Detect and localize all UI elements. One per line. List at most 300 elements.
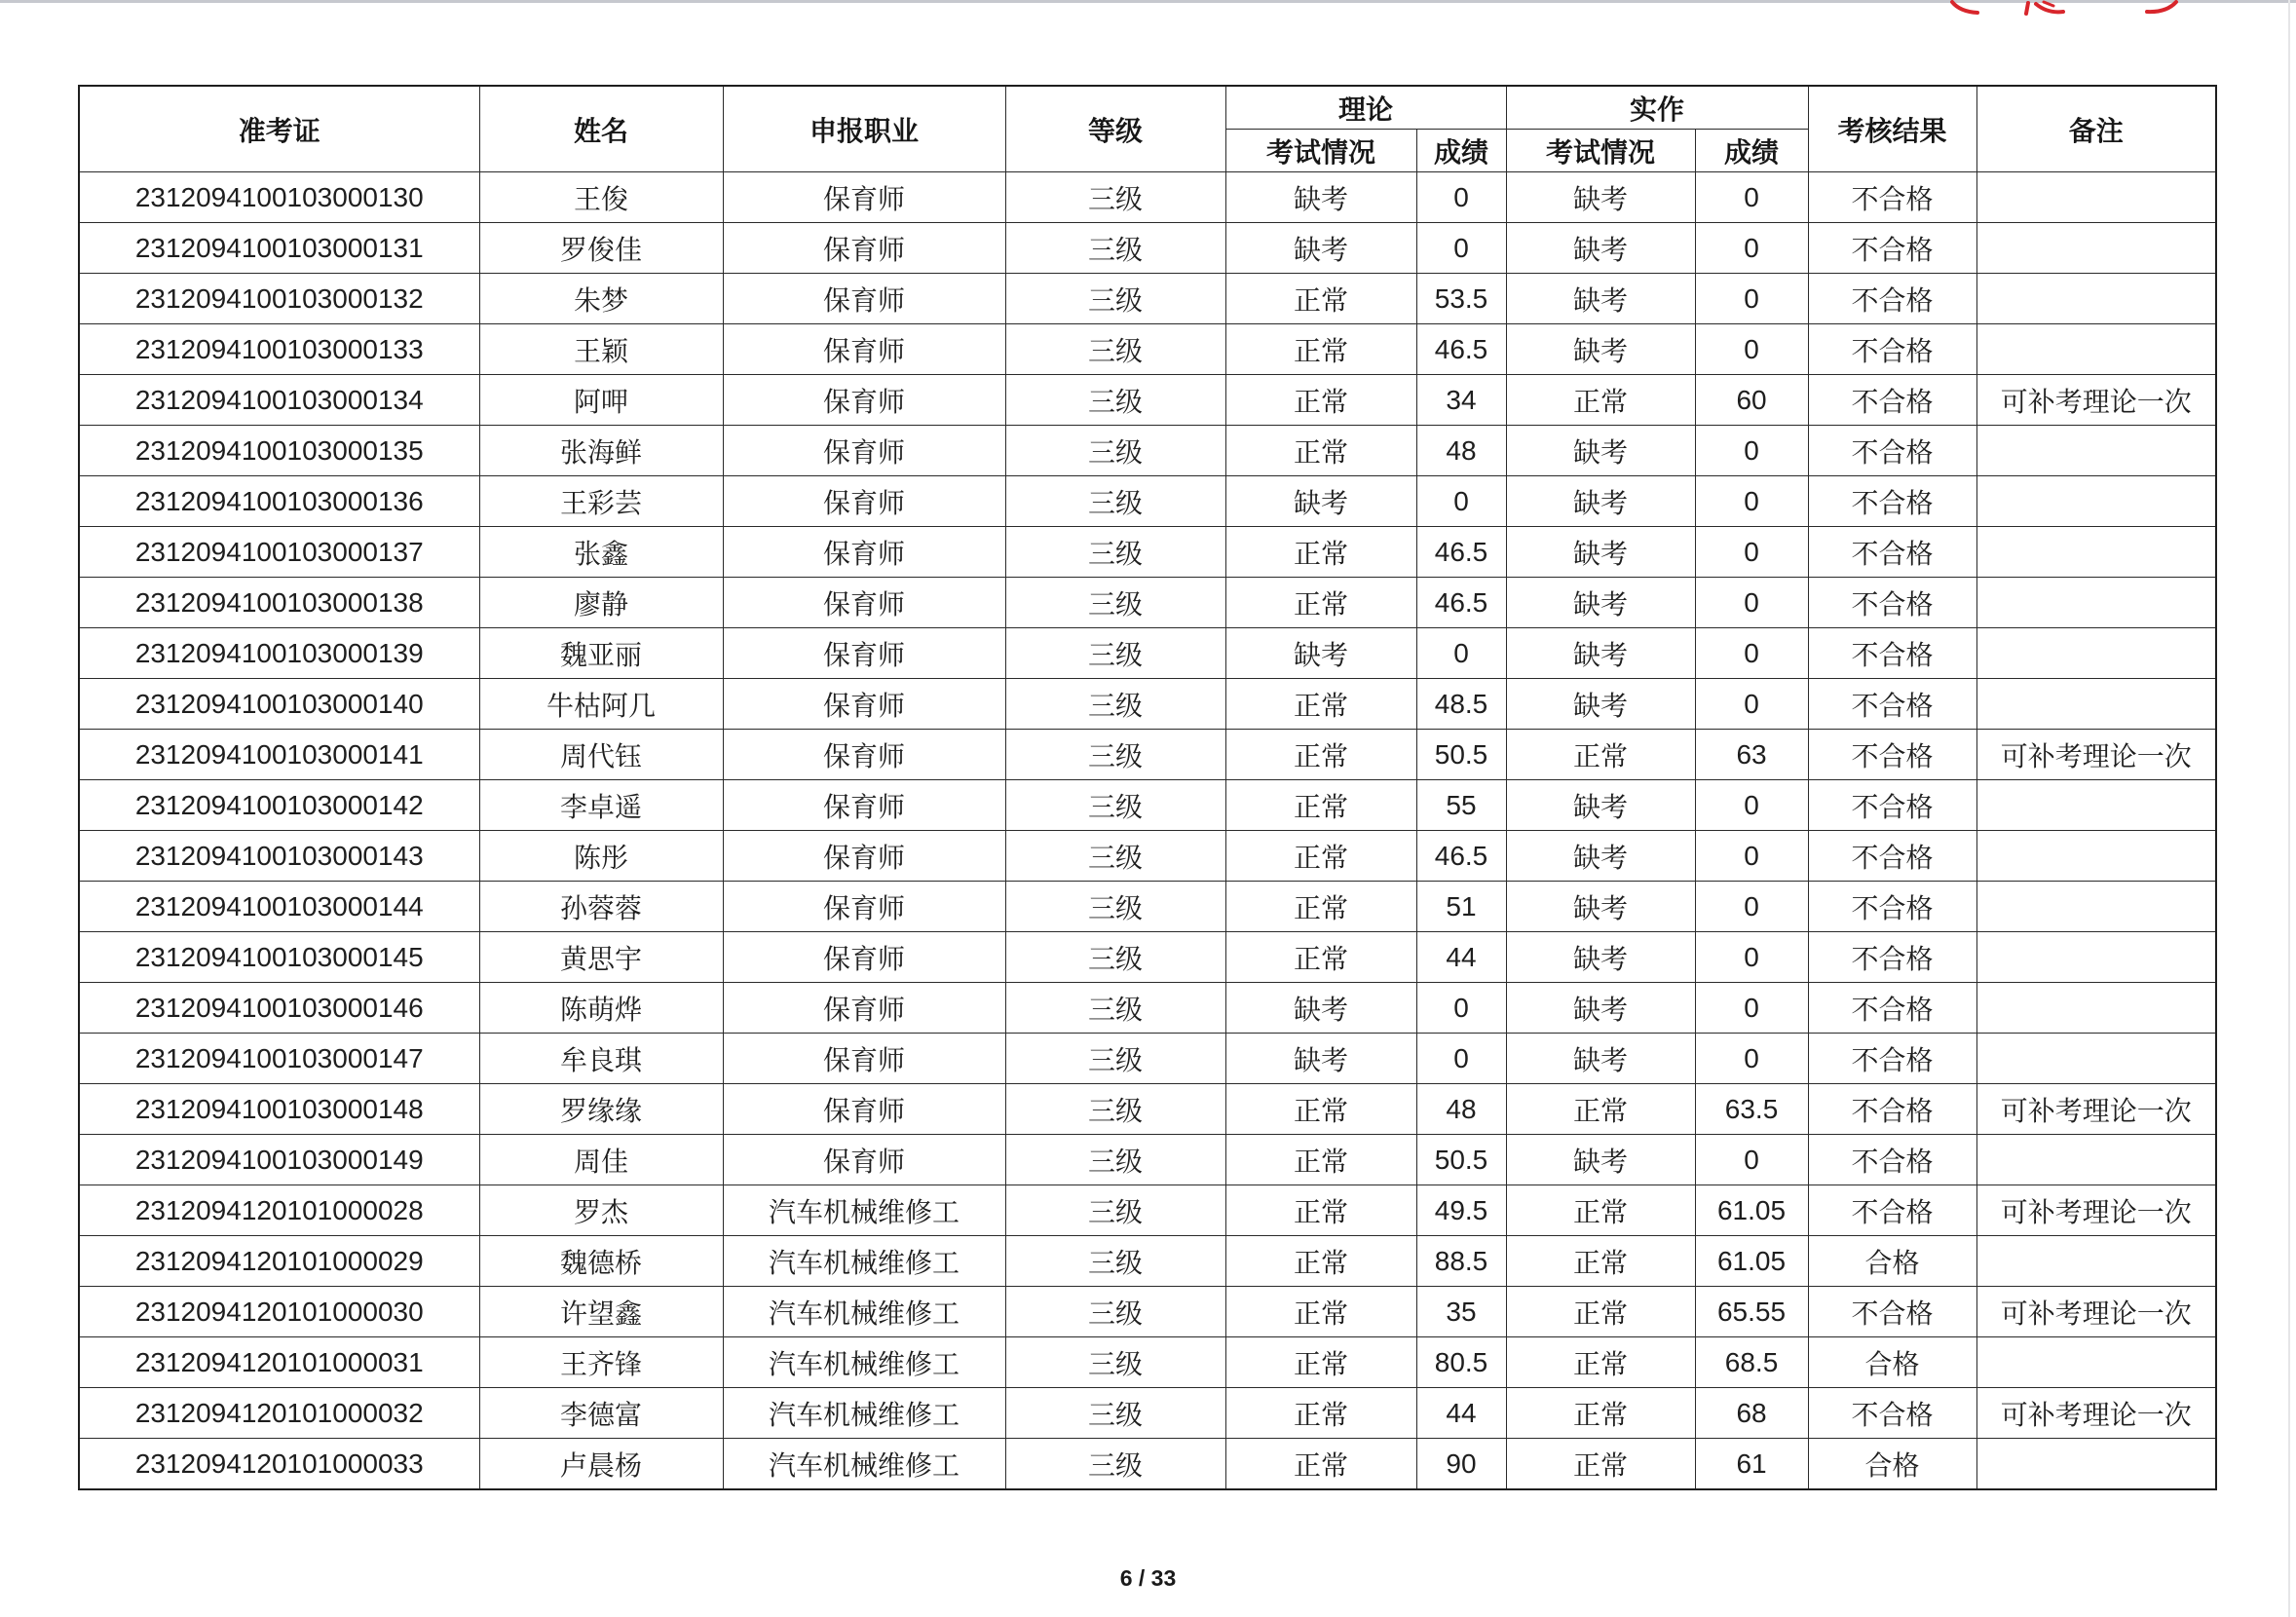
header-practical-status: 考试情况 [1506, 130, 1695, 172]
cell-level: 三级 [1005, 476, 1225, 527]
cell-result: 不合格 [1808, 1135, 1976, 1185]
cell-name: 王颖 [479, 324, 723, 375]
header-level: 等级 [1005, 86, 1225, 172]
cell-theory-score: 90 [1416, 1439, 1506, 1490]
cell-remark: 可补考理论一次 [1976, 1185, 2216, 1236]
cell-level: 三级 [1005, 1185, 1225, 1236]
header-practical-group: 实作 [1506, 86, 1808, 130]
table-row [79, 1337, 2216, 1388]
cell-practical-score: 0 [1695, 882, 1808, 932]
cell-occupation: 保育师 [723, 172, 1005, 223]
cell-level: 三级 [1005, 730, 1225, 780]
cell-exam-id: 2312094120101000029 [79, 1236, 479, 1287]
cell-theory-score: 55 [1416, 780, 1506, 831]
cell-remark [1976, 780, 2216, 831]
cell-practical-status: 缺考 [1506, 476, 1695, 527]
table-header [79, 86, 2216, 172]
cell-exam-id: 2312094100103000130 [79, 172, 479, 223]
cell-occupation: 保育师 [723, 983, 1005, 1034]
cell-theory-score: 53.5 [1416, 274, 1506, 324]
cell-name: 李德富 [479, 1388, 723, 1439]
cell-theory-status: 正常 [1225, 527, 1416, 578]
cell-result: 合格 [1808, 1439, 1976, 1490]
cell-remark [1976, 426, 2216, 476]
cell-level: 三级 [1005, 1135, 1225, 1185]
cell-practical-status: 缺考 [1506, 274, 1695, 324]
cell-level: 三级 [1005, 578, 1225, 628]
cell-name: 黄思宇 [479, 932, 723, 983]
cell-occupation: 保育师 [723, 578, 1005, 628]
header-exam-id: 准考证 [79, 86, 479, 172]
table-row [79, 1287, 2216, 1337]
cell-name: 罗杰 [479, 1185, 723, 1236]
cell-exam-id: 2312094100103000133 [79, 324, 479, 375]
cell-theory-score: 0 [1416, 983, 1506, 1034]
cell-result: 不合格 [1808, 476, 1976, 527]
cell-level: 三级 [1005, 628, 1225, 679]
cell-theory-score: 80.5 [1416, 1337, 1506, 1388]
cell-occupation: 保育师 [723, 1084, 1005, 1135]
cell-theory-status: 正常 [1225, 932, 1416, 983]
cell-exam-id: 2312094100103000131 [79, 223, 479, 274]
cell-practical-status: 缺考 [1506, 1135, 1695, 1185]
cell-theory-score: 0 [1416, 172, 1506, 223]
cell-theory-score: 48 [1416, 1084, 1506, 1135]
cell-occupation: 汽车机械维修工 [723, 1439, 1005, 1490]
cell-practical-score: 0 [1695, 1034, 1808, 1084]
cell-practical-status: 缺考 [1506, 983, 1695, 1034]
cell-occupation: 保育师 [723, 1135, 1005, 1185]
cell-remark [1976, 324, 2216, 375]
cell-practical-status: 正常 [1506, 1185, 1695, 1236]
cell-remark: 可补考理论一次 [1976, 1388, 2216, 1439]
header-theory-status: 考试情况 [1225, 130, 1416, 172]
cell-theory-status: 缺考 [1225, 223, 1416, 274]
cell-theory-status: 缺考 [1225, 1034, 1416, 1084]
cell-practical-status: 缺考 [1506, 831, 1695, 882]
cell-level: 三级 [1005, 932, 1225, 983]
cell-remark [1976, 527, 2216, 578]
cell-occupation: 保育师 [723, 932, 1005, 983]
cell-level: 三级 [1005, 324, 1225, 375]
cell-result: 不合格 [1808, 1185, 1976, 1236]
cell-remark [1976, 1236, 2216, 1287]
cell-practical-status: 正常 [1506, 1388, 1695, 1439]
table-row [79, 324, 2216, 375]
cell-name: 廖静 [479, 578, 723, 628]
cell-theory-status: 正常 [1225, 274, 1416, 324]
cell-result: 不合格 [1808, 324, 1976, 375]
cell-practical-score: 65.55 [1695, 1287, 1808, 1337]
cell-theory-status: 正常 [1225, 426, 1416, 476]
cell-theory-score: 44 [1416, 1388, 1506, 1439]
cell-result: 不合格 [1808, 1388, 1976, 1439]
cell-occupation: 汽车机械维修工 [723, 1337, 1005, 1388]
cell-exam-id: 2312094120101000028 [79, 1185, 479, 1236]
cell-level: 三级 [1005, 1034, 1225, 1084]
cell-practical-score: 0 [1695, 578, 1808, 628]
cell-theory-status: 正常 [1225, 1439, 1416, 1490]
table-row [79, 1135, 2216, 1185]
cell-result: 合格 [1808, 1337, 1976, 1388]
cell-practical-score: 61.05 [1695, 1236, 1808, 1287]
cell-name: 张海鲜 [479, 426, 723, 476]
cell-result: 不合格 [1808, 375, 1976, 426]
cell-remark [1976, 172, 2216, 223]
cell-name: 魏亚丽 [479, 628, 723, 679]
cell-practical-score: 0 [1695, 172, 1808, 223]
cell-result: 不合格 [1808, 527, 1976, 578]
table-row [79, 476, 2216, 527]
cell-remark [1976, 1034, 2216, 1084]
cell-practical-status: 正常 [1506, 1439, 1695, 1490]
cell-occupation: 保育师 [723, 375, 1005, 426]
cell-theory-score: 0 [1416, 476, 1506, 527]
cell-exam-id: 2312094120101000030 [79, 1287, 479, 1337]
cell-level: 三级 [1005, 983, 1225, 1034]
cell-result: 不合格 [1808, 172, 1976, 223]
cell-exam-id: 2312094100103000134 [79, 375, 479, 426]
cell-exam-id: 2312094100103000145 [79, 932, 479, 983]
cell-practical-score: 0 [1695, 932, 1808, 983]
cell-practical-status: 缺考 [1506, 527, 1695, 578]
cell-practical-score: 61 [1695, 1439, 1808, 1490]
cell-theory-status: 正常 [1225, 375, 1416, 426]
cell-theory-status: 缺考 [1225, 476, 1416, 527]
cell-remark [1976, 932, 2216, 983]
page-number: 6 / 33 [1119, 1565, 1177, 1591]
cell-theory-score: 46.5 [1416, 527, 1506, 578]
exam-results-table [78, 85, 2217, 1490]
cell-theory-score: 0 [1416, 628, 1506, 679]
header-theory-score: 成绩 [1416, 130, 1506, 172]
cell-practical-status: 缺考 [1506, 679, 1695, 730]
cell-remark [1976, 1439, 2216, 1490]
cell-practical-score: 0 [1695, 983, 1808, 1034]
cell-exam-id: 2312094100103000143 [79, 831, 479, 882]
cell-occupation: 保育师 [723, 628, 1005, 679]
cell-theory-score: 88.5 [1416, 1236, 1506, 1287]
header-result: 考核结果 [1808, 86, 1976, 172]
cell-occupation: 保育师 [723, 223, 1005, 274]
table-row [79, 1084, 2216, 1135]
cell-level: 三级 [1005, 780, 1225, 831]
header-row-top [79, 86, 2216, 130]
cell-name: 周佳 [479, 1135, 723, 1185]
cell-level: 三级 [1005, 274, 1225, 324]
cell-exam-id: 2312094100103000138 [79, 578, 479, 628]
cell-name: 许望鑫 [479, 1287, 723, 1337]
cell-remark [1976, 628, 2216, 679]
cell-practical-status: 正常 [1506, 1236, 1695, 1287]
cell-result: 不合格 [1808, 932, 1976, 983]
table-row [79, 1034, 2216, 1084]
cell-result: 不合格 [1808, 831, 1976, 882]
table-row [79, 628, 2216, 679]
cell-name: 陈彤 [479, 831, 723, 882]
cell-remark [1976, 831, 2216, 882]
cell-practical-score: 60 [1695, 375, 1808, 426]
table-row [79, 375, 2216, 426]
cell-result: 不合格 [1808, 628, 1976, 679]
cell-practical-score: 68 [1695, 1388, 1808, 1439]
table-row [79, 679, 2216, 730]
cell-result: 不合格 [1808, 679, 1976, 730]
seal-stroke-left [1952, 2, 1977, 13]
cell-exam-id: 2312094100103000135 [79, 426, 479, 476]
header-name: 姓名 [479, 86, 723, 172]
table-row [79, 831, 2216, 882]
cell-level: 三级 [1005, 1236, 1225, 1287]
cell-practical-score: 0 [1695, 426, 1808, 476]
cell-occupation: 保育师 [723, 730, 1005, 780]
cell-name: 王齐锋 [479, 1337, 723, 1388]
cell-result: 不合格 [1808, 1084, 1976, 1135]
cell-occupation: 保育师 [723, 1034, 1005, 1084]
seal-stroke-mid-3 [2044, 2, 2053, 6]
table-row [79, 223, 2216, 274]
cell-level: 三级 [1005, 172, 1225, 223]
cell-theory-status: 正常 [1225, 730, 1416, 780]
cell-result: 不合格 [1808, 1287, 1976, 1337]
cell-remark: 可补考理论一次 [1976, 1287, 2216, 1337]
cell-practical-score: 0 [1695, 1135, 1808, 1185]
cell-theory-score: 0 [1416, 223, 1506, 274]
cell-theory-status: 正常 [1225, 578, 1416, 628]
cell-exam-id: 2312094100103000141 [79, 730, 479, 780]
cell-result: 合格 [1808, 1236, 1976, 1287]
cell-practical-status: 缺考 [1506, 882, 1695, 932]
cell-theory-status: 正常 [1225, 780, 1416, 831]
cell-name: 罗俊佳 [479, 223, 723, 274]
cell-practical-status: 缺考 [1506, 780, 1695, 831]
cell-practical-status: 正常 [1506, 1287, 1695, 1337]
table-row [79, 730, 2216, 780]
cell-exam-id: 2312094120101000032 [79, 1388, 479, 1439]
cell-remark [1976, 476, 2216, 527]
header-occupation: 申报职业 [723, 86, 1005, 172]
scan-edge-right [2288, 0, 2290, 1617]
cell-exam-id: 2312094120101000033 [79, 1439, 479, 1490]
cell-occupation: 保育师 [723, 274, 1005, 324]
cell-occupation: 保育师 [723, 426, 1005, 476]
cell-level: 三级 [1005, 1337, 1225, 1388]
seal-stroke-mid-1 [2026, 3, 2028, 14]
cell-level: 三级 [1005, 1287, 1225, 1337]
cell-name: 牛枯阿几 [479, 679, 723, 730]
cell-name: 王彩芸 [479, 476, 723, 527]
cell-exam-id: 2312094100103000147 [79, 1034, 479, 1084]
cell-practical-score: 0 [1695, 476, 1808, 527]
cell-theory-status: 缺考 [1225, 628, 1416, 679]
cell-theory-status: 正常 [1225, 1337, 1416, 1388]
cell-practical-status: 正常 [1506, 730, 1695, 780]
cell-level: 三级 [1005, 527, 1225, 578]
cell-theory-score: 50.5 [1416, 1135, 1506, 1185]
cell-level: 三级 [1005, 1388, 1225, 1439]
cell-occupation: 汽车机械维修工 [723, 1185, 1005, 1236]
cell-occupation: 保育师 [723, 882, 1005, 932]
cell-practical-score: 63 [1695, 730, 1808, 780]
cell-result: 不合格 [1808, 426, 1976, 476]
cell-practical-status: 正常 [1506, 375, 1695, 426]
cell-theory-score: 46.5 [1416, 578, 1506, 628]
cell-practical-score: 0 [1695, 628, 1808, 679]
cell-theory-score: 50.5 [1416, 730, 1506, 780]
cell-remark [1976, 1135, 2216, 1185]
cell-practical-status: 正常 [1506, 1084, 1695, 1135]
header-remark: 备注 [1976, 86, 2216, 172]
cell-remark: 可补考理论一次 [1976, 1084, 2216, 1135]
cell-exam-id: 2312094100103000132 [79, 274, 479, 324]
table-row [79, 780, 2216, 831]
header-theory-group: 理论 [1225, 86, 1506, 130]
cell-exam-id: 2312094100103000140 [79, 679, 479, 730]
cell-theory-status: 正常 [1225, 679, 1416, 730]
cell-occupation: 保育师 [723, 476, 1005, 527]
table-row [79, 882, 2216, 932]
cell-theory-status: 正常 [1225, 1388, 1416, 1439]
cell-remark [1976, 679, 2216, 730]
cell-result: 不合格 [1808, 983, 1976, 1034]
cell-theory-score: 44 [1416, 932, 1506, 983]
cell-level: 三级 [1005, 882, 1225, 932]
cell-theory-score: 49.5 [1416, 1185, 1506, 1236]
cell-name: 魏德桥 [479, 1236, 723, 1287]
table-row [79, 426, 2216, 476]
cell-exam-id: 2312094100103000148 [79, 1084, 479, 1135]
cell-exam-id: 2312094120101000031 [79, 1337, 479, 1388]
cell-result: 不合格 [1808, 223, 1976, 274]
cell-practical-score: 0 [1695, 831, 1808, 882]
cell-practical-score: 0 [1695, 527, 1808, 578]
cell-theory-status: 正常 [1225, 882, 1416, 932]
cell-name: 朱梦 [479, 274, 723, 324]
cell-practical-score: 0 [1695, 223, 1808, 274]
cell-practical-score: 0 [1695, 780, 1808, 831]
cell-result: 不合格 [1808, 578, 1976, 628]
table-row [79, 274, 2216, 324]
cell-exam-id: 2312094100103000149 [79, 1135, 479, 1185]
cell-theory-score: 0 [1416, 1034, 1506, 1084]
cell-practical-status: 缺考 [1506, 578, 1695, 628]
cell-theory-status: 正常 [1225, 1084, 1416, 1135]
cell-level: 三级 [1005, 375, 1225, 426]
cell-level: 三级 [1005, 426, 1225, 476]
cell-occupation: 保育师 [723, 527, 1005, 578]
cell-practical-score: 0 [1695, 679, 1808, 730]
cell-practical-status: 缺考 [1506, 324, 1695, 375]
cell-remark [1976, 882, 2216, 932]
table-row [79, 527, 2216, 578]
cell-practical-status: 缺考 [1506, 932, 1695, 983]
cell-theory-status: 正常 [1225, 1185, 1416, 1236]
cell-exam-id: 2312094100103000136 [79, 476, 479, 527]
cell-practical-score: 68.5 [1695, 1337, 1808, 1388]
cell-name: 阿呷 [479, 375, 723, 426]
cell-practical-status: 缺考 [1506, 1034, 1695, 1084]
cell-remark: 可补考理论一次 [1976, 375, 2216, 426]
cell-level: 三级 [1005, 223, 1225, 274]
cell-occupation: 保育师 [723, 324, 1005, 375]
cell-name: 周代钰 [479, 730, 723, 780]
cell-name: 陈萌烨 [479, 983, 723, 1034]
cell-result: 不合格 [1808, 274, 1976, 324]
cell-practical-status: 缺考 [1506, 628, 1695, 679]
cell-practical-score: 61.05 [1695, 1185, 1808, 1236]
cell-name: 卢晨杨 [479, 1439, 723, 1490]
cell-level: 三级 [1005, 679, 1225, 730]
cell-theory-status: 缺考 [1225, 172, 1416, 223]
cell-theory-score: 34 [1416, 375, 1506, 426]
cell-theory-score: 46.5 [1416, 831, 1506, 882]
red-seal-fragment [1938, 0, 2192, 18]
cell-occupation: 保育师 [723, 780, 1005, 831]
table-row [79, 578, 2216, 628]
cell-level: 三级 [1005, 1439, 1225, 1490]
table-row [79, 172, 2216, 223]
table-row [79, 1388, 2216, 1439]
cell-occupation: 汽车机械维修工 [723, 1236, 1005, 1287]
cell-theory-status: 正常 [1225, 324, 1416, 375]
table-row [79, 983, 2216, 1034]
cell-practical-status: 缺考 [1506, 172, 1695, 223]
cell-remark [1976, 983, 2216, 1034]
cell-name: 罗缘缘 [479, 1084, 723, 1135]
cell-name: 孙蓉蓉 [479, 882, 723, 932]
cell-theory-status: 正常 [1225, 831, 1416, 882]
table-body [79, 172, 2216, 1490]
cell-occupation: 保育师 [723, 831, 1005, 882]
cell-theory-score: 35 [1416, 1287, 1506, 1337]
cell-exam-id: 2312094100103000142 [79, 780, 479, 831]
cell-result: 不合格 [1808, 1034, 1976, 1084]
cell-exam-id: 2312094100103000139 [79, 628, 479, 679]
cell-theory-status: 正常 [1225, 1135, 1416, 1185]
cell-result: 不合格 [1808, 882, 1976, 932]
cell-name: 李卓遥 [479, 780, 723, 831]
cell-theory-status: 正常 [1225, 1287, 1416, 1337]
cell-practical-status: 正常 [1506, 1337, 1695, 1388]
cell-level: 三级 [1005, 831, 1225, 882]
cell-remark [1976, 578, 2216, 628]
cell-practical-score: 63.5 [1695, 1084, 1808, 1135]
cell-remark [1976, 223, 2216, 274]
cell-theory-score: 48 [1416, 426, 1506, 476]
cell-theory-status: 正常 [1225, 1236, 1416, 1287]
table-row [79, 1439, 2216, 1490]
table-row [79, 932, 2216, 983]
cell-exam-id: 2312094100103000146 [79, 983, 479, 1034]
cell-occupation: 保育师 [723, 679, 1005, 730]
cell-exam-id: 2312094100103000137 [79, 527, 479, 578]
cell-theory-score: 46.5 [1416, 324, 1506, 375]
cell-remark: 可补考理论一次 [1976, 730, 2216, 780]
header-practical-score: 成绩 [1695, 130, 1808, 172]
seal-stroke-right [2147, 2, 2176, 12]
cell-remark [1976, 274, 2216, 324]
cell-result: 不合格 [1808, 780, 1976, 831]
table-row [79, 1185, 2216, 1236]
cell-theory-score: 51 [1416, 882, 1506, 932]
cell-practical-score: 0 [1695, 274, 1808, 324]
cell-level: 三级 [1005, 1084, 1225, 1135]
cell-remark [1976, 1337, 2216, 1388]
cell-result: 不合格 [1808, 730, 1976, 780]
cell-name: 张鑫 [479, 527, 723, 578]
cell-occupation: 汽车机械维修工 [723, 1287, 1005, 1337]
cell-name: 王俊 [479, 172, 723, 223]
